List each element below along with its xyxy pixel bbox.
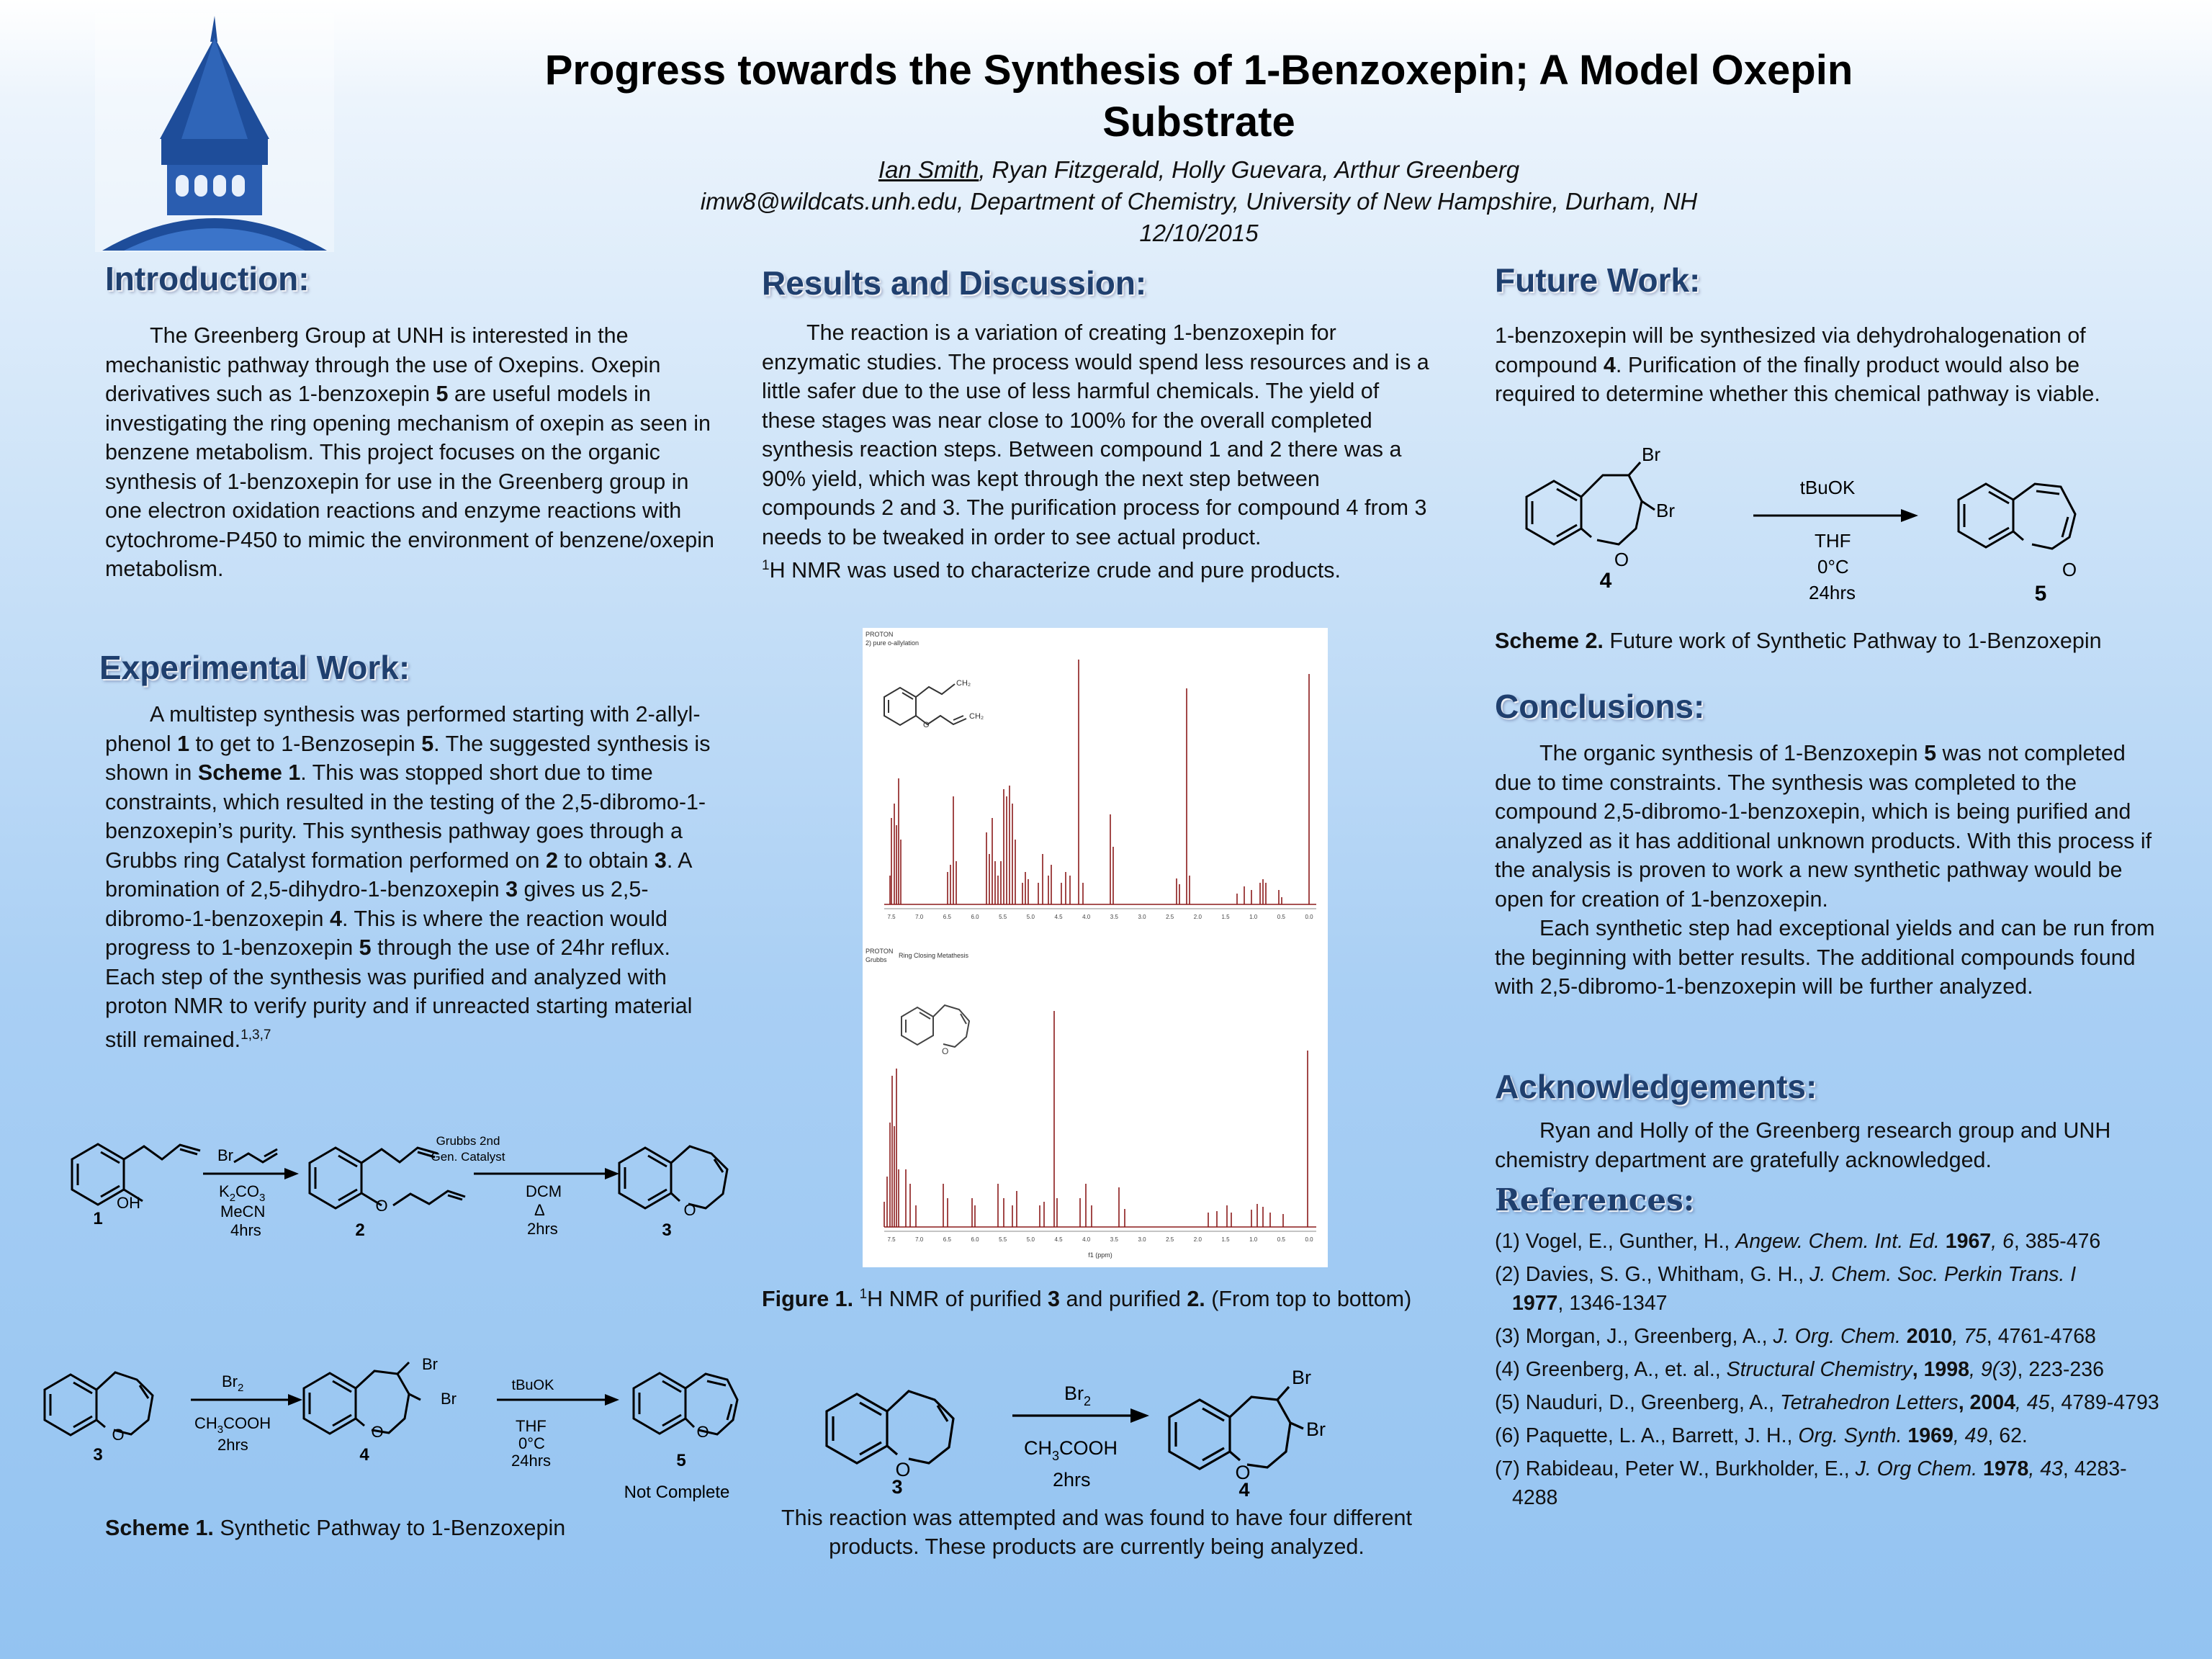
nmr-tick-label: 1.5 [1221,914,1230,920]
svg-text:O: O [112,1426,125,1444]
nmr-tick-label: 4.5 [1054,1236,1063,1243]
svg-text:4hrs: 4hrs [230,1221,261,1239]
svg-text:CH₂: CH₂ [969,712,984,721]
svg-text:CH3COOH: $CH_3COOH$ [1024,1437,1118,1463]
svg-text:OH: OH [117,1194,140,1212]
nmr-tick-label: 0.5 [1277,914,1285,920]
reference-item: (6) Paquette, L. A., Barrett, J. H., Org. Synth. 1969, 49, 62. [1495,1424,2028,1447]
nmr-tick-label: 3.0 [1138,1236,1146,1243]
svg-text:O: O [923,721,930,729]
svg-text:5: 5 [676,1451,686,1470]
nmr-tick-label: 4.0 [1082,914,1091,920]
svg-text:Br2: $Br_2$ [1064,1382,1092,1408]
references-list [1495,1227,2172,1516]
reference-item: (7) Rabideau, Peter W., Burkholder, E., J. Org Chem. 1978, 43, 4283-4288 [1495,1457,2127,1509]
experimental-heading: Experimental Work: [99,649,410,686]
coauthors: , Ryan Fitzgerald, Holly Guevara, Arthur Greenberg [979,156,1520,183]
nmr-tick-label: 7.0 [915,914,924,920]
svg-text:O: O [1614,549,1629,570]
poster-date: 12/10/2015 [1139,220,1259,246]
svg-text:O: O [1235,1462,1251,1483]
svg-text:24hrs: 24hrs [511,1452,552,1470]
introduction-text: The Greenberg Group at UNH is interested in the mechanistic pathway through the use of Oxepins. Oxepin derivatives such as 1-benzoxepin 5 are useful models in investigating the ring opening mechanism of oxepin as seen in benzene metabolism. This project focuses on the organic synthesis of 1-benzoxepin for use in the Greenberg group in one electron oxidation reactions and enzyme reactions with cytochrome-P450 to mimic the environment of benzene/oxepin metabolism. [105,323,714,581]
acknowledgements-text: Ryan and Holly of the Greenberg research group and UNH chemistry department are gratefully acknowledged. [1495,1118,2111,1172]
svg-text:Not Complete: Not Complete [624,1483,730,1502]
conclusions-heading: Conclusions: [1495,688,1705,725]
svg-text:3: 3 [891,1476,903,1498]
svg-text:Ring Closing Metathesis: Ring Closing Metathesis [899,952,969,959]
svg-text:2) pure o-allylation: 2) pure o-allylation [866,639,920,647]
svg-text:CH₂: CH₂ [956,679,971,688]
nmr-tick-label: 4.0 [1082,1236,1091,1243]
svg-text:Br: Br [1656,500,1675,521]
nmr-tick-label: 1.0 [1249,1236,1258,1243]
svg-text:O: O [371,1423,384,1441]
nmr-tick-label: 3.0 [1138,914,1146,920]
svg-text:Grubbs: Grubbs [866,956,887,963]
svg-text:Br: Br [441,1390,457,1408]
nmr-tick-label: 1.5 [1221,1236,1230,1243]
svg-text:tBuOK: tBuOK [1799,477,1856,498]
svg-text:2hrs: 2hrs [217,1436,248,1454]
svg-text:tBuOK: tBuOK [511,1377,554,1393]
nmr-tick-label: 6.0 [971,914,979,920]
nmr-tick-label: 3.5 [1110,914,1118,920]
title-line-1: Progress towards the Synthesis of 1-Benzoxepin; A Model Oxepin [544,47,1853,94]
svg-text:Br: Br [1642,444,1660,465]
future-work-heading: Future Work: [1495,261,1701,299]
svg-text:3: 3 [662,1220,672,1240]
future-work-text: 1-benzoxepin will be synthesized via dehydrohalogenation of compound 4. Purification of the finally product would also be required to determine whether this chemical pathway is viable. [1495,323,2100,406]
svg-text:4: 4 [1599,569,1612,593]
svg-text:Br: Br [422,1355,438,1373]
nmr-tick-label: 7.5 [887,1236,896,1243]
bromination-note: This reaction was attempted and was found to have four different products. These products are currently being analyzed. [781,1506,1412,1559]
nmr-tick-label: 0.0 [1305,914,1313,920]
nmr-tick-label: 2.5 [1166,1236,1174,1243]
svg-text:Br: Br [217,1146,233,1164]
nmr-tick-label: 2.5 [1166,914,1174,920]
nmr-tick-label: 6.5 [943,914,951,920]
svg-text:24hrs: 24hrs [1809,582,1856,603]
svg-text:Gen. Catalyst: Gen. Catalyst [431,1150,505,1164]
reference-item: (2) Davies, S. G., Whitham, G. H., J. Chem. Soc. Perkin Trans. I 1977, 1346-1347 [1495,1263,2077,1315]
svg-text:O: O [375,1197,388,1215]
references-heading: References: [1495,1182,1695,1218]
svg-text:K2CO3: $K_2CO_3$ [219,1182,266,1204]
nmr-tick-label: 4.5 [1054,914,1063,920]
svg-text:Br: Br [1292,1367,1311,1388]
nmr-tick-label: 6.0 [971,1236,979,1243]
svg-text:DCM: DCM [526,1182,562,1200]
presenter-name: Ian Smith [878,156,979,183]
nmr-tick-label: 2.0 [1193,1236,1202,1243]
svg-text:O: O [683,1201,696,1219]
svg-text:O: O [2062,559,2077,580]
reference-item: (5) Nauduri, D., Greenberg, A., Tetrahedron Letters, 2004, 45, 4789-4793 [1495,1391,2159,1414]
svg-text:THF: THF [516,1417,547,1435]
nmr-tick-label: 7.0 [915,1236,924,1243]
svg-text:PROTON: PROTON [866,948,894,955]
nmr-tick-label: 1.0 [1249,914,1258,920]
acknowledgements-heading: Acknowledgements: [1495,1068,1817,1105]
nmr-tick-label: 5.0 [1026,1236,1035,1243]
nmr-tick-label: 0.0 [1305,1236,1313,1243]
scheme-2-diagram [1512,439,2146,619]
scheme-2-caption: Scheme 2. Future work of Synthetic Pathway to 1-Benzoxepin [1495,629,2102,653]
scheme-1-diagram [29,1109,749,1512]
conclusions-text: The organic synthesis of 1-Benzoxepin 5 was not completed due to time constraints. The synthesis was completed to the compound 2,5-dibromo-1-benzoxepin, which is being purified and analyzed as it has additional unknown products. With this process if the analysis is proven to work a new synthetic pathway would be open for creation of 1-benzoxepin. Each synthetic step had exceptional yields and can be run from the beginning with better results. The additional compounds found with 2,5-dibromo-1-benzoxepin will be further analyzed. [1495,741,2155,999]
svg-text:O: O [895,1459,911,1480]
svg-text:O: O [696,1423,709,1441]
figure-1-caption: Figure 1. $^1$H NMR of purified 3 and purified 2. (From top to bottom) [762,1287,1412,1312]
author-line [403,154,1995,186]
svg-text:Br: Br [1306,1419,1326,1440]
bromination-scheme [814,1361,1433,1505]
svg-text:2hrs: 2hrs [1053,1469,1091,1491]
svg-text:2: 2 [355,1220,365,1240]
experimental-text: A multistep synthesis was performed starting with 2-allyl-phenol 1 to get to 1-Benzosepin 5. The suggested synthesis is shown in Scheme 1. This was stopped short due to time constraints, which resulted in the testing of the 2,5-dibromo-1-benzoxepin’s purity. This synthesis pathway goes through a Grubbs ring Catalyst formation performed on 2 to obtain 3. A bromination of 2,5-dihydro-1-benzoxepin 3 gives us 2,5-dibromo-1-benzoxepin 4. This is where the reaction would progress to 1-benzoxepin 5 through the use of 24hr reflux. Each step of the synthesis was purified and analyzed with proton NMR to verify purity and if unreacted starting material still remained.$^{1,3,7}$ [105,702,711,1052]
scheme-1-caption: Scheme 1. Synthetic Pathway to 1-Benzoxepin [105,1516,566,1540]
svg-text:O: O [942,1046,949,1056]
svg-text:PROTON: PROTON [866,631,894,638]
author-block [403,154,1995,249]
poster-title [403,45,1995,148]
svg-text:CH3COOH: $CH_3COOH$ [194,1414,271,1436]
nmr-spectra-figure [863,628,1328,1267]
svg-text:THF: THF [1815,530,1851,552]
nmr-tick-label: 5.0 [1026,914,1035,920]
svg-text:3: 3 [93,1445,103,1465]
nmr-tick-label: 2.0 [1193,914,1202,920]
svg-text:Br2: $Br_2$ [222,1372,244,1394]
title-line-2: Substrate [1102,99,1295,145]
unh-tower-logo [95,13,334,252]
nmr-tick-label: 6.5 [943,1236,951,1243]
svg-text:0°C: 0°C [518,1434,545,1452]
nmr-tick-label: 5.5 [999,1236,1007,1243]
svg-text:5: 5 [2034,582,2047,606]
svg-text:2hrs: 2hrs [527,1220,558,1238]
nmr-tick-label: 3.5 [1110,1236,1118,1243]
svg-text:4: 4 [1238,1479,1250,1501]
nmr-tick-label: 7.5 [887,914,896,920]
svg-text:0°C: 0°C [1817,556,1849,577]
svg-text:Grubbs 2nd: Grubbs 2nd [436,1134,500,1148]
results-heading: Results and Discussion: [762,264,1147,302]
reference-item: (4) Greenberg, A., et. al., Structural Chemistry, 1998, 9(3), 223-236 [1495,1358,2104,1381]
svg-text:MeCN: MeCN [220,1202,266,1220]
affiliation: imw8@wildcats.unh.edu, Department of Chemistry, University of New Hampshire, Durham, NH [700,188,1698,215]
nmr-tick-label: 5.5 [999,914,1007,920]
svg-text:f1 (ppm): f1 (ppm) [1088,1251,1112,1259]
reference-item: (3) Morgan, J., Greenberg, A., J. Org. Chem. 2010, 75, 4761-4768 [1495,1325,2096,1348]
svg-text:Δ: Δ [534,1201,545,1219]
svg-text:4: 4 [359,1445,369,1465]
reference-item: (1) Vogel, E., Gunther, H., Angew. Chem. Int. Ed. 1967, 6, 385-476 [1495,1230,2101,1253]
nmr-tick-label: 0.5 [1277,1236,1285,1243]
introduction-heading: Introduction: [105,260,310,297]
svg-text:1: 1 [93,1209,103,1228]
results-text: The reaction is a variation of creating 1-benzoxepin for enzymatic studies. The process would spend less resources and is a little safer due to the use of less harmful chemicals. The yield of these stages was near close to 100% for the overall completed synthesis reaction steps. Between compound 1 and 2 there was a 90% yield, which was kept through the next step between compounds 2 and 3. The purification process for compound 4 from 3 needs to be tweaked in order to see actual product. $^1$H NMR was used to characterize crude and pure products. [762,320,1429,583]
